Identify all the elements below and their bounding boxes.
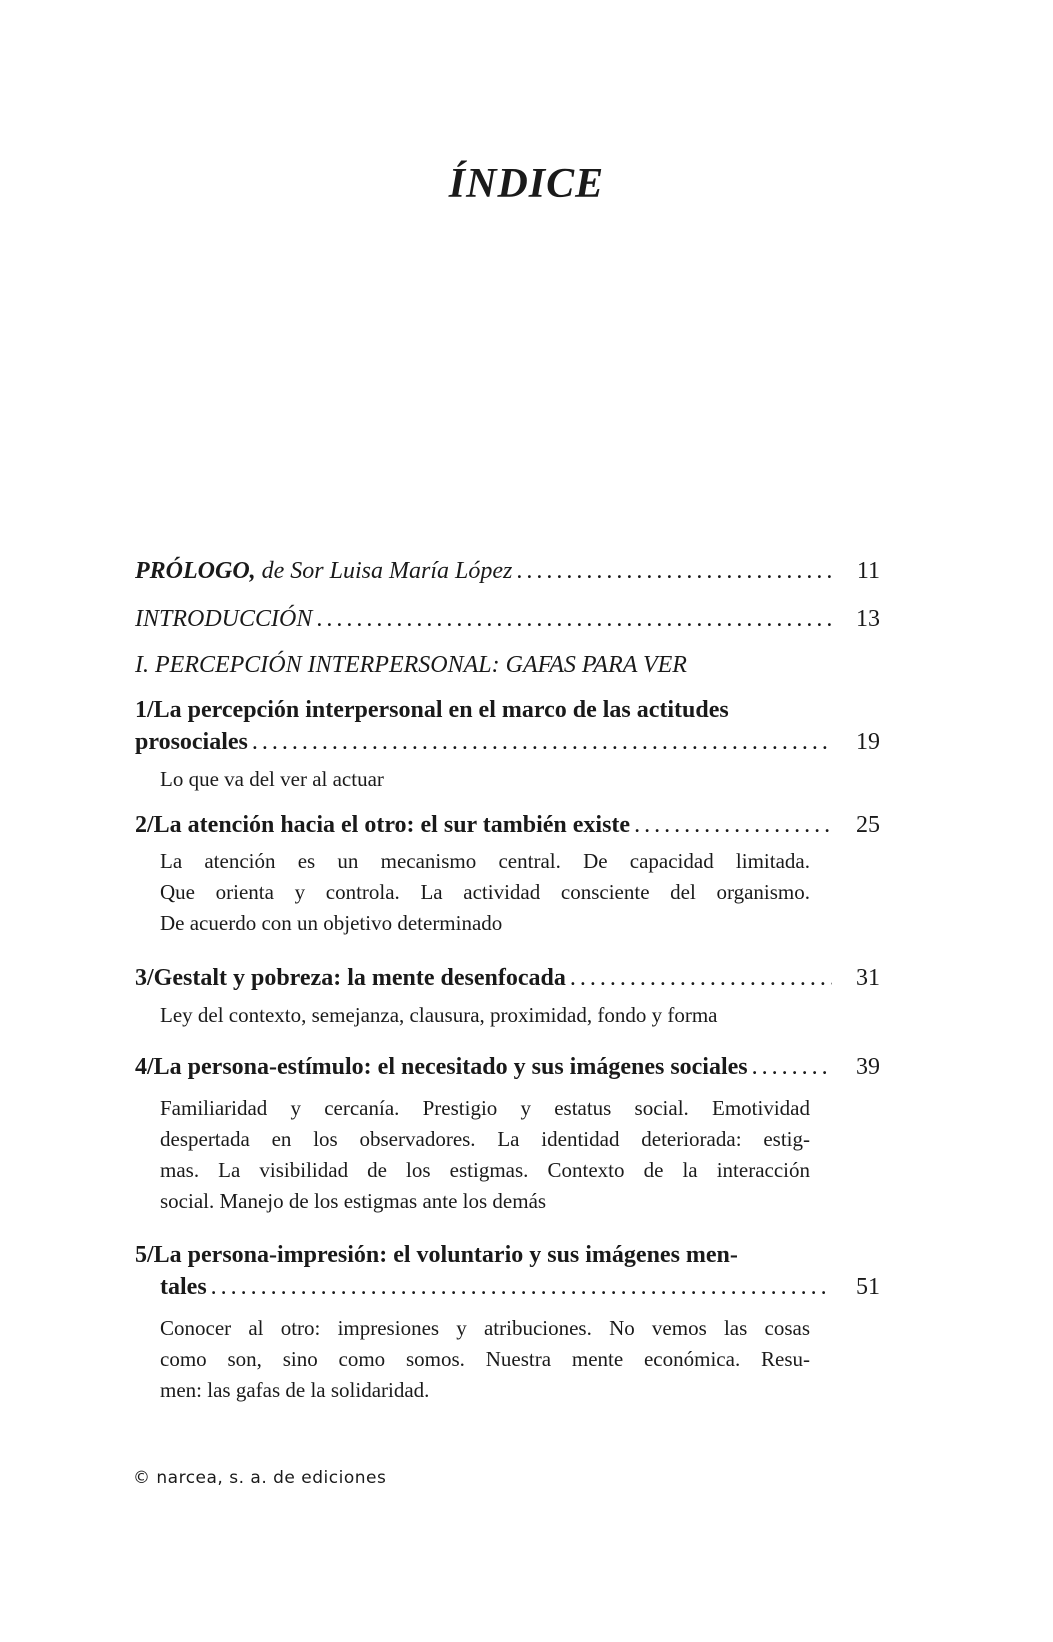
dot-leader [516,555,832,587]
page-number: 11 [856,558,880,584]
dot-leader [570,962,832,994]
page-number: 51 [856,1274,880,1300]
description-line: como son, sino como somos. Nuestra mente económica. Resu- [160,1347,810,1371]
description-line: Conocer al otro: impresiones y atribuciones. No vemos las cosas [160,1316,810,1340]
ch1-description [160,764,810,795]
description-line: men: las gafas de la solidaridad. [160,1378,430,1402]
page-title: ÍNDICE [448,161,605,207]
page-number: 19 [856,729,880,755]
toc-entry-ch1[interactable] [135,726,880,758]
description-line: La atención es un mecanismo central. De capacidad limitada. [160,849,810,873]
dot-leader [752,1051,832,1083]
toc-entry-text [135,555,512,587]
toc-entry-ch2[interactable] [135,809,880,841]
ch1-title-continued: prosociales [135,729,248,755]
ch3-description [160,1000,810,1031]
page-number: 39 [856,1054,880,1080]
toc-entry-prologo[interactable] [135,555,880,587]
toc-entry-introduccion[interactable] [135,603,880,635]
prologo-author: de Sor Luisa María López [255,558,513,584]
dot-leader [211,1271,832,1303]
toc-entry-ch5-title[interactable]: 5/La persona-impresión: el voluntario y sus imágenes men- [135,1242,738,1268]
ch3-title: 3/Gestalt y pobreza: la mente desenfocada [135,965,566,991]
prologo-label: PRÓLOGO, [135,558,256,584]
ch4-description [160,1093,810,1217]
toc-entry-ch3[interactable] [135,962,880,994]
page-number: 31 [856,965,880,991]
description-line: Familiaridad y cercanía. Prestigio y estatus social. Emotividad [160,1096,810,1120]
description-line: despertada en los observadores. La identidad deteriorada: estig- [160,1127,810,1151]
description-line: mas. La visibilidad de los estigmas. Contexto de la interacción [160,1158,810,1182]
copyright-footer: © narcea, s. a. de ediciones [133,1468,387,1488]
page-number: 13 [856,606,880,632]
part-heading: I. PERCEPCIÓN INTERPERSONAL: GAFAS PARA VER [135,652,687,678]
ch5-description [160,1313,810,1406]
description-line: Ley del contexto, semejanza, clausura, proximidad, fondo y forma [160,1003,718,1027]
description-line: Que orienta y controla. La actividad consciente del organismo. [160,880,810,904]
toc-entry-ch4[interactable] [135,1051,880,1083]
dot-leader [252,726,832,758]
ch2-title: 2/La atención hacia el otro: el sur también existe [135,812,631,838]
toc-entry-ch1-title[interactable]: 1/La percepción interpersonal en el marco de las actitudes [135,697,729,723]
page-number: 25 [856,812,880,838]
description-line: social. Manejo de los estigmas ante los demás [160,1189,547,1213]
dot-leader [316,603,832,635]
ch2-description [160,846,810,939]
ch4-title: 4/La persona-estímulo: el necesitado y sus imágenes sociales [135,1054,748,1080]
introduccion-label: INTRODUCCIÓN [135,606,313,632]
description-line: De acuerdo con un objetivo determinado [160,911,503,935]
description-line: Lo que va del ver al actuar [160,767,384,791]
ch5-title-continued: tales [160,1274,207,1300]
toc-entry-ch5[interactable] [135,1271,880,1303]
dot-leader [634,809,832,841]
